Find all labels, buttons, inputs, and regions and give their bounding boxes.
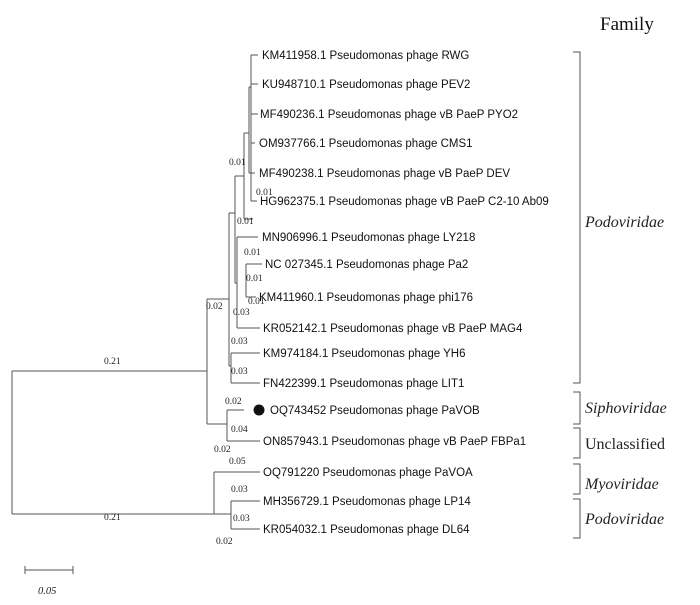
leaf-label: KR054032.1 Pseudomonas phage DL64 (263, 524, 470, 536)
scale-bar-line (25, 566, 73, 574)
leaf-labels (259, 50, 549, 536)
family-column-title: Family (600, 14, 654, 35)
family-brackets (573, 52, 580, 538)
leaf-label: KM411960.1 Pseudomonas phage phi176 (259, 292, 473, 304)
branch-value: 0.03 (231, 485, 248, 495)
bracket-myoviridae (573, 464, 580, 494)
leaf-label: MF490238.1 Pseudomonas phage vB PaeP DEV (259, 168, 511, 180)
leaf-label: KU948710.1 Pseudomonas phage PEV2 (262, 79, 471, 91)
bracket-podoviridae-main (573, 52, 580, 383)
bracket-siphoviridae (573, 392, 580, 424)
leaf-label: OQ791220 Pseudomonas phage PaVOA (263, 467, 473, 479)
family-labels (584, 214, 667, 528)
branch-value: 0.21 (104, 357, 121, 367)
branch-value: 0.02 (214, 445, 231, 455)
leaf-branch-pavob (227, 410, 244, 424)
branch-value: 0.01 (248, 297, 265, 307)
branch-value: 0.01 (244, 248, 261, 258)
highlight-dot (254, 405, 265, 416)
branch-value: 0.02 (216, 537, 233, 547)
leaf-label: HG962375.1 Pseudomonas phage vB PaeP C2-10 Ab09 (260, 196, 549, 208)
scale-bar-label: 0.05 (38, 586, 57, 597)
leaf-label: NC 027345.1 Pseudomonas phage Pa2 (265, 259, 469, 271)
branch-value: 0.03 (231, 337, 248, 347)
family-label-myoviridae: Myoviridae (585, 476, 659, 493)
tree-branches (12, 55, 262, 529)
bracket-podoviridae-lower (573, 499, 580, 538)
family-label-podoviridae-lower: Podoviridae (585, 511, 665, 528)
family-label-unclassified: Unclassified (585, 436, 665, 453)
leaf-label: KM411958.1 Pseudomonas phage RWG (262, 50, 470, 62)
branch-value: 0.01 (237, 217, 254, 227)
bracket-unclassified (573, 428, 580, 458)
leaf-label: OQ743452 Pseudomonas phage PaVOB (270, 405, 480, 417)
branch-value: 0.03 (233, 514, 250, 524)
leaf-label: KR052142.1 Pseudomonas phage vB PaeP MAG4 (263, 323, 523, 335)
branch-value: 0.01 (256, 188, 273, 198)
leaf-label: KM974184.1 Pseudomonas phage YH6 (263, 348, 466, 360)
branch-value: 0.04 (231, 425, 248, 435)
branch-value: 0.01 (229, 158, 246, 168)
branch-value: 0.21 (104, 513, 121, 523)
leaf-label: MN906996.1 Pseudomonas phage LY218 (262, 232, 476, 244)
leaf-label: MF490236.1 Pseudomonas phage vB PaeP PYO2 (260, 109, 519, 121)
branch-value: 0.05 (229, 457, 246, 467)
family-label-podoviridae: Podoviridae (585, 214, 665, 231)
leaf-label: MH356729.1 Pseudomonas phage LP14 (263, 496, 471, 508)
branch-value: 0.02 (225, 397, 242, 407)
branch-value: 0.03 (233, 308, 250, 318)
family-label-siphoviridae: Siphoviridae (585, 400, 667, 417)
leaf-label: OM937766.1 Pseudomonas phage CMS1 (259, 138, 473, 150)
branch-value: 0.03 (231, 367, 248, 377)
branch-value: 0.01 (246, 274, 263, 284)
branch-value: 0.02 (206, 302, 223, 312)
leaf-label: ON857943.1 Pseudomonas phage vB PaeP FBPa1 (263, 436, 527, 448)
leaf-label: FN422399.1 Pseudomonas phage LIT1 (263, 378, 465, 390)
scale-bar (25, 566, 73, 597)
